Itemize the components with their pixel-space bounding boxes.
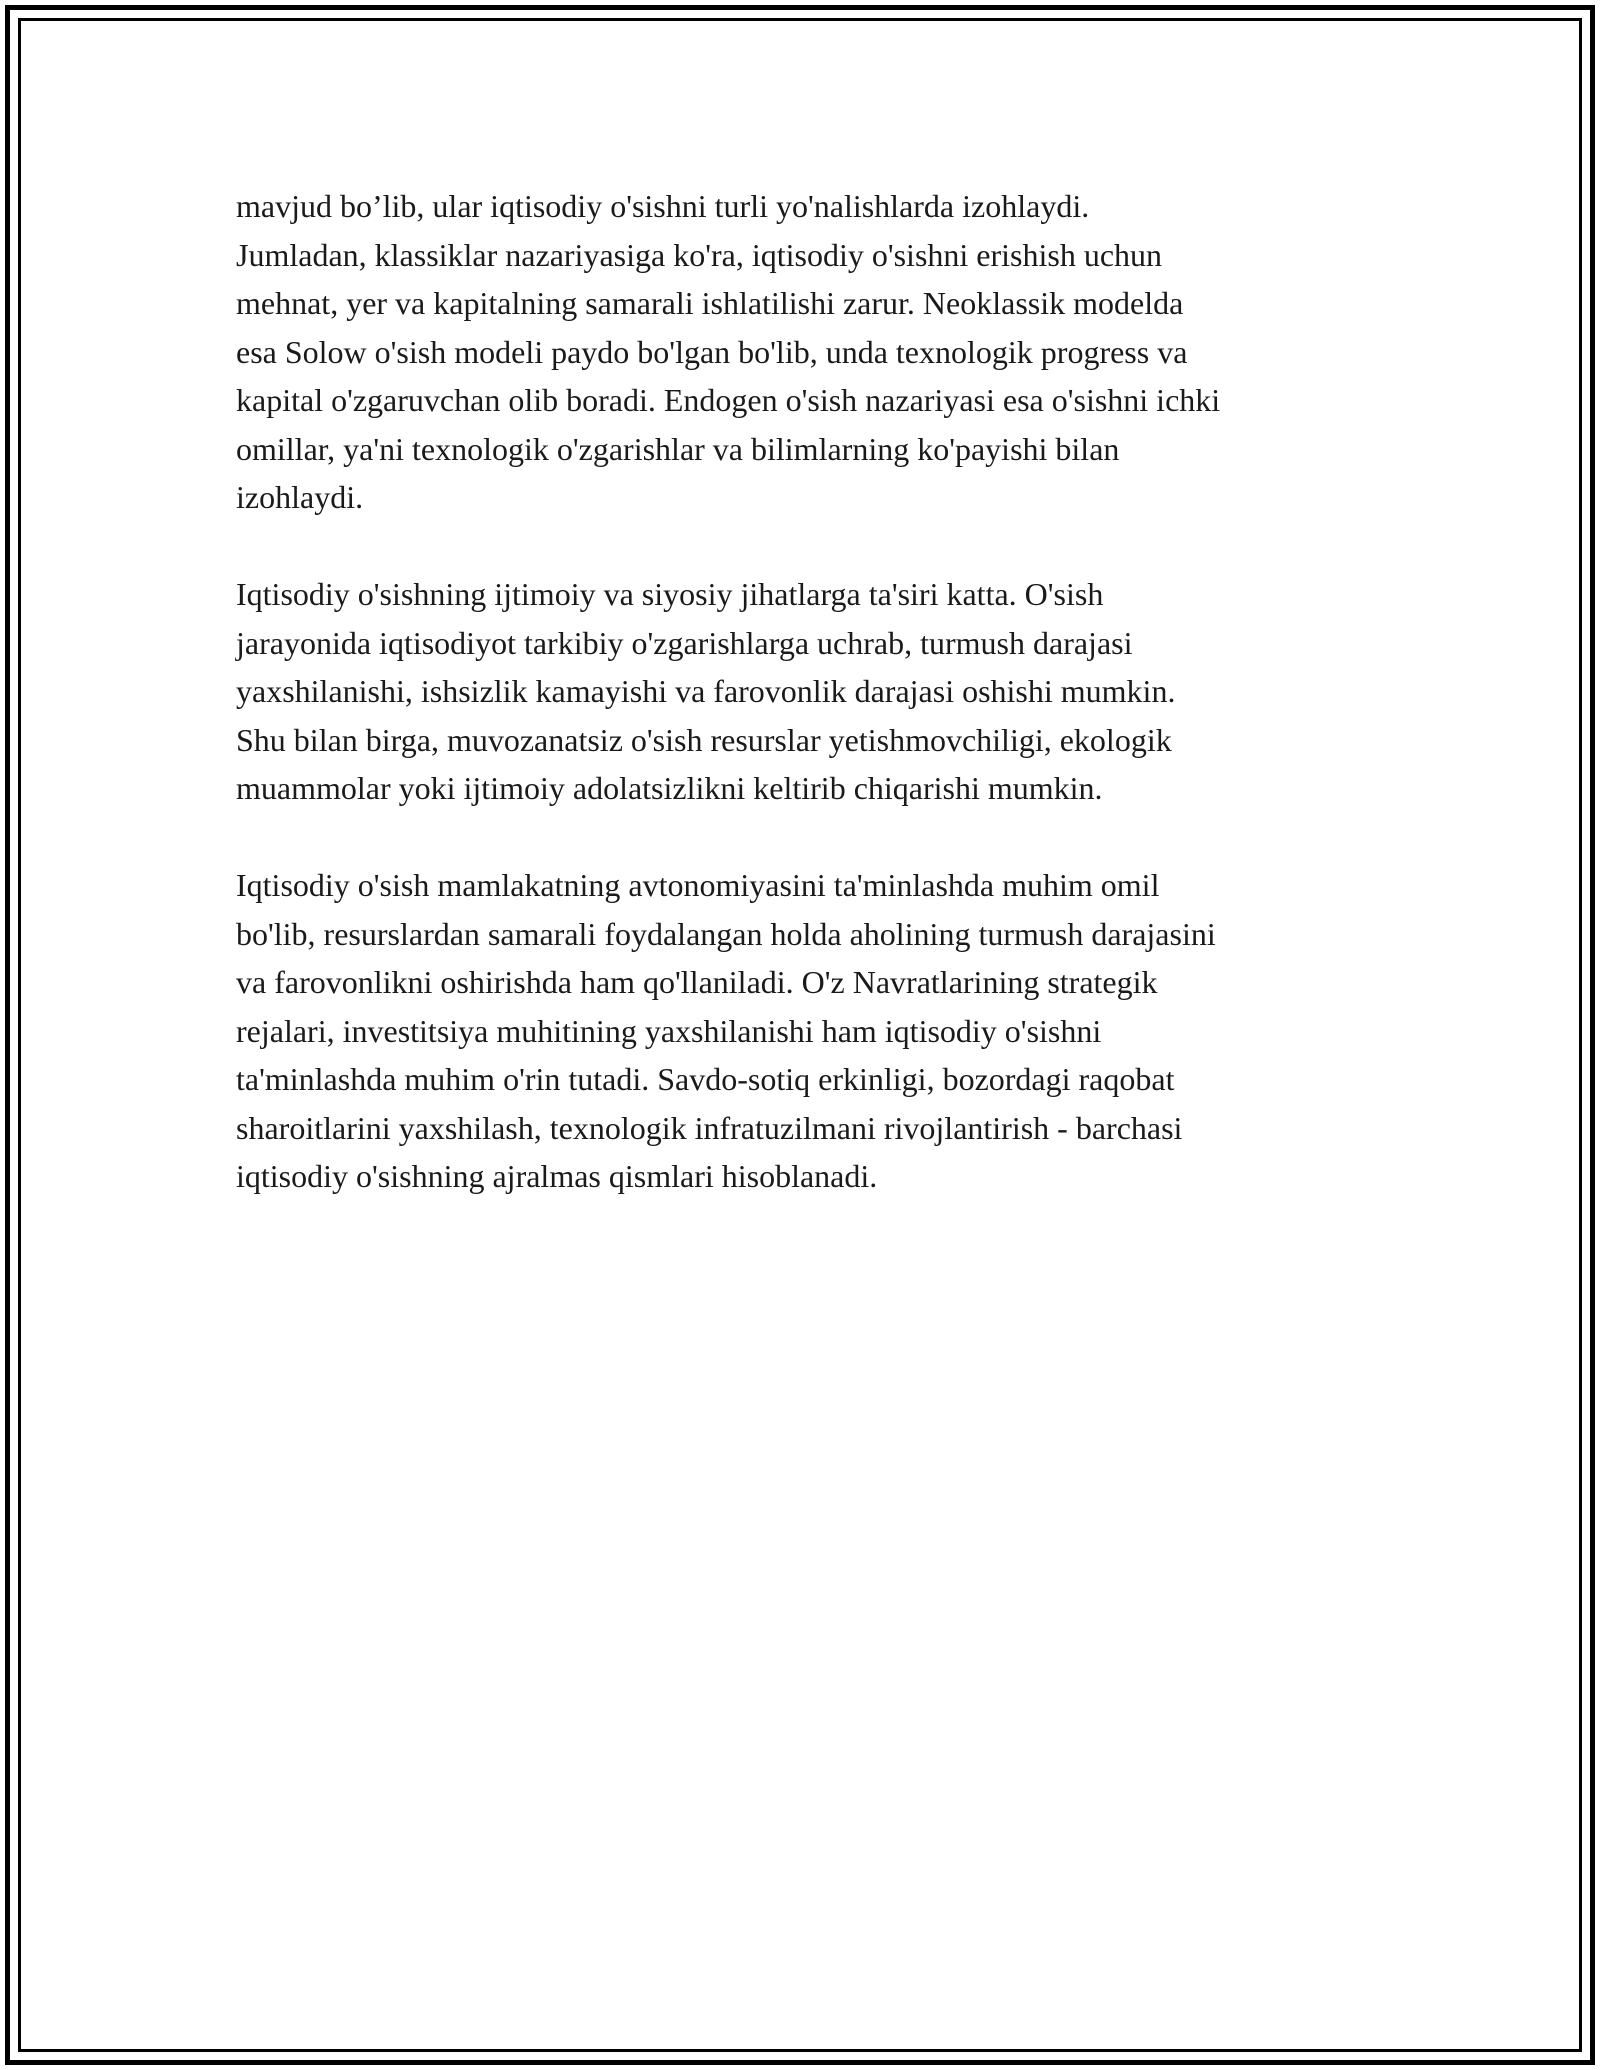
text-line: izohlaydi.	[236, 479, 364, 515]
text-line: esa Solow o'sish modeli paydo bo'lgan bo'lib, unda texnologik progress va	[236, 333, 1188, 370]
text-line: mehnat, yer va kapitalning samarali ishlatilishi zarur. Neoklassik modelda	[236, 285, 1184, 321]
text-line: Iqtisodiy o'sishning ijtimoiy va siyosiy jihatlarga ta'siri katta. O'sish	[236, 576, 1104, 612]
document-body	[236, 182, 1376, 1249]
text-line: mavjud bo’lib, ular iqtisodiy o'sishni turli yo'nalishlarda izohlaydi.	[236, 188, 1090, 224]
text-line: bo'lib, resurslardan samarali foydalangan holda aholining turmush darajasini	[236, 915, 1216, 952]
text-line: Iqtisodiy o'sish mamlakatning avtonomiyasini ta'minlashda muhim omil	[236, 867, 1160, 903]
text-line: jarayonida iqtisodiyot tarkibiy o'zgarishlarga uchrab, turmush darajasi	[236, 624, 1133, 661]
text-line: va farovonlikni oshirishda ham qo'llaniladi. O'z Navratlarining strategik	[236, 964, 1158, 1000]
text-line: Jumladan, klassiklar nazariyasiga ko'ra, iqtisodiy o'sishni erishish uchun	[236, 236, 1163, 273]
text-line: omillar, ya'ni texnologik o'zgarishlar va bilimlarning ko'payishi bilan	[236, 430, 1120, 467]
paragraph-2	[236, 570, 1376, 813]
paragraph-1	[236, 182, 1376, 522]
text-line: iqtisodiy o'sishning ajralmas qismlari hisoblanadi.	[236, 1158, 878, 1194]
text-line: kapital o'zgaruvchan olib boradi. Endogen o'sish nazariyasi esa o'sishni ichki	[236, 382, 1221, 418]
text-line: rejalari, investitsiya muhitining yaxshilanishi ham iqtisodiy o'sishni	[236, 1012, 1102, 1049]
text-line: ta'minlashda muhim o'rin tutadi. Savdo-sotiq erkinligi, bozordagi raqobat	[236, 1061, 1175, 1097]
text-line: yaxshilanishi, ishsizlik kamayishi va farovonlik darajasi oshishi mumkin.	[236, 673, 1176, 709]
text-line: sharoitlarini yaxshilash, texnologik infratuzilmani rivojlantirish - barchasi	[236, 1109, 1183, 1146]
text-line: muammolar yoki ijtimoiy adolatsizlikni keltirib chiqarishi mumkin.	[236, 770, 1103, 806]
text-line: Shu bilan birga, muvozanatsiz o'sish resurslar yetishmovchiligi, ekologik	[236, 721, 1172, 758]
paragraph-3	[236, 861, 1376, 1201]
